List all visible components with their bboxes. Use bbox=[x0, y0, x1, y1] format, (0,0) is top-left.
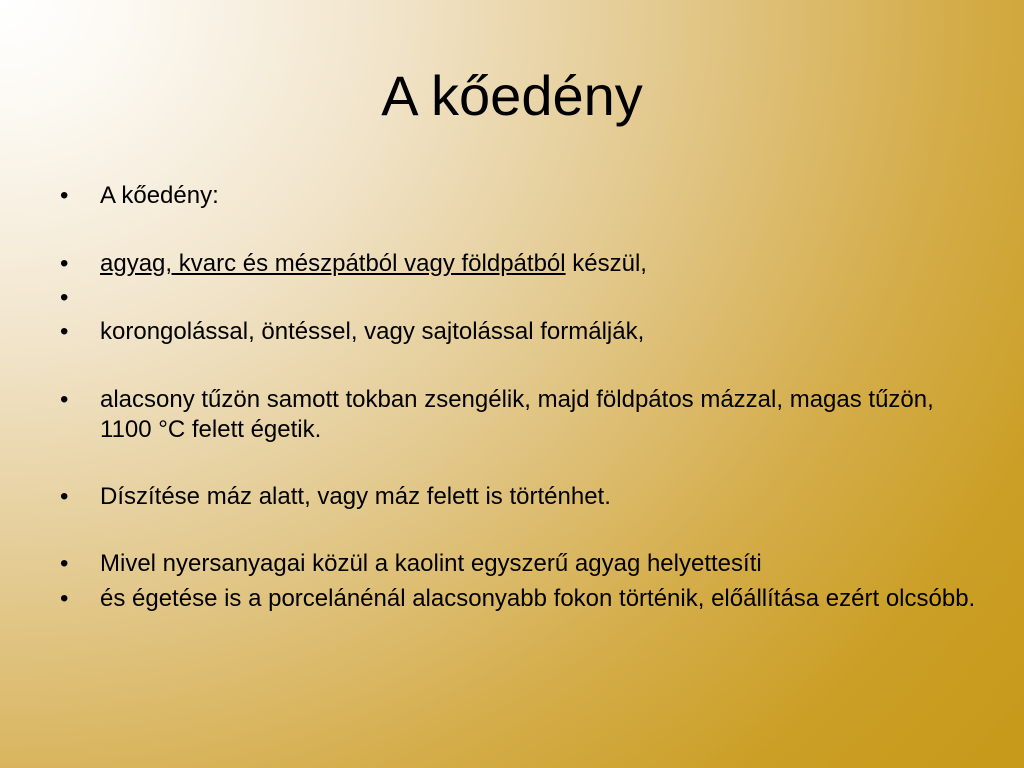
bullet-text: és égetése is a porcelánénál alacsonyabb fokon történik, előállítása ezért olcsóbb. bbox=[100, 585, 976, 612]
bullet-text: Mivel nyersanyagai közül a kaolint egyszerű agyag helyettesíti bbox=[100, 550, 762, 577]
bullet-item bbox=[60, 249, 980, 279]
bullet-text bbox=[100, 249, 980, 279]
bullet-marker: • bbox=[60, 386, 69, 413]
bullet-marker: • bbox=[60, 585, 69, 612]
bullet-marker: • bbox=[60, 483, 69, 510]
bullet-item bbox=[60, 385, 980, 445]
bullet-text: Díszítése máz alatt, vagy máz felett is történhet. bbox=[100, 483, 611, 510]
bullet-marker: • bbox=[60, 182, 69, 209]
bullet-marker: • bbox=[60, 318, 69, 345]
bullet-item bbox=[60, 181, 980, 211]
bullet-text: korongolással, öntéssel, vagy sajtolással formálják, bbox=[100, 318, 645, 345]
slide-title: A kőedény bbox=[381, 64, 643, 127]
underlined-text: agyag, kvarc és mészpátból vagy földpátból bbox=[100, 250, 566, 277]
bullet-item bbox=[60, 317, 980, 347]
bullet-text: alacsony tűzön samott tokban zsengélik, majd földpátos mázzal, magas tűzön, 1100 °C felett égetik. bbox=[100, 386, 934, 443]
bullet-item bbox=[60, 549, 980, 579]
bullet-marker: • bbox=[60, 284, 69, 311]
bullet-text-rest: készül, bbox=[565, 250, 647, 277]
bullet-text: A kőedény: bbox=[100, 182, 219, 209]
bullet-item bbox=[60, 584, 980, 614]
bullet-marker: • bbox=[60, 550, 69, 577]
bullet-marker: • bbox=[60, 250, 69, 277]
bullet-item bbox=[60, 482, 980, 512]
